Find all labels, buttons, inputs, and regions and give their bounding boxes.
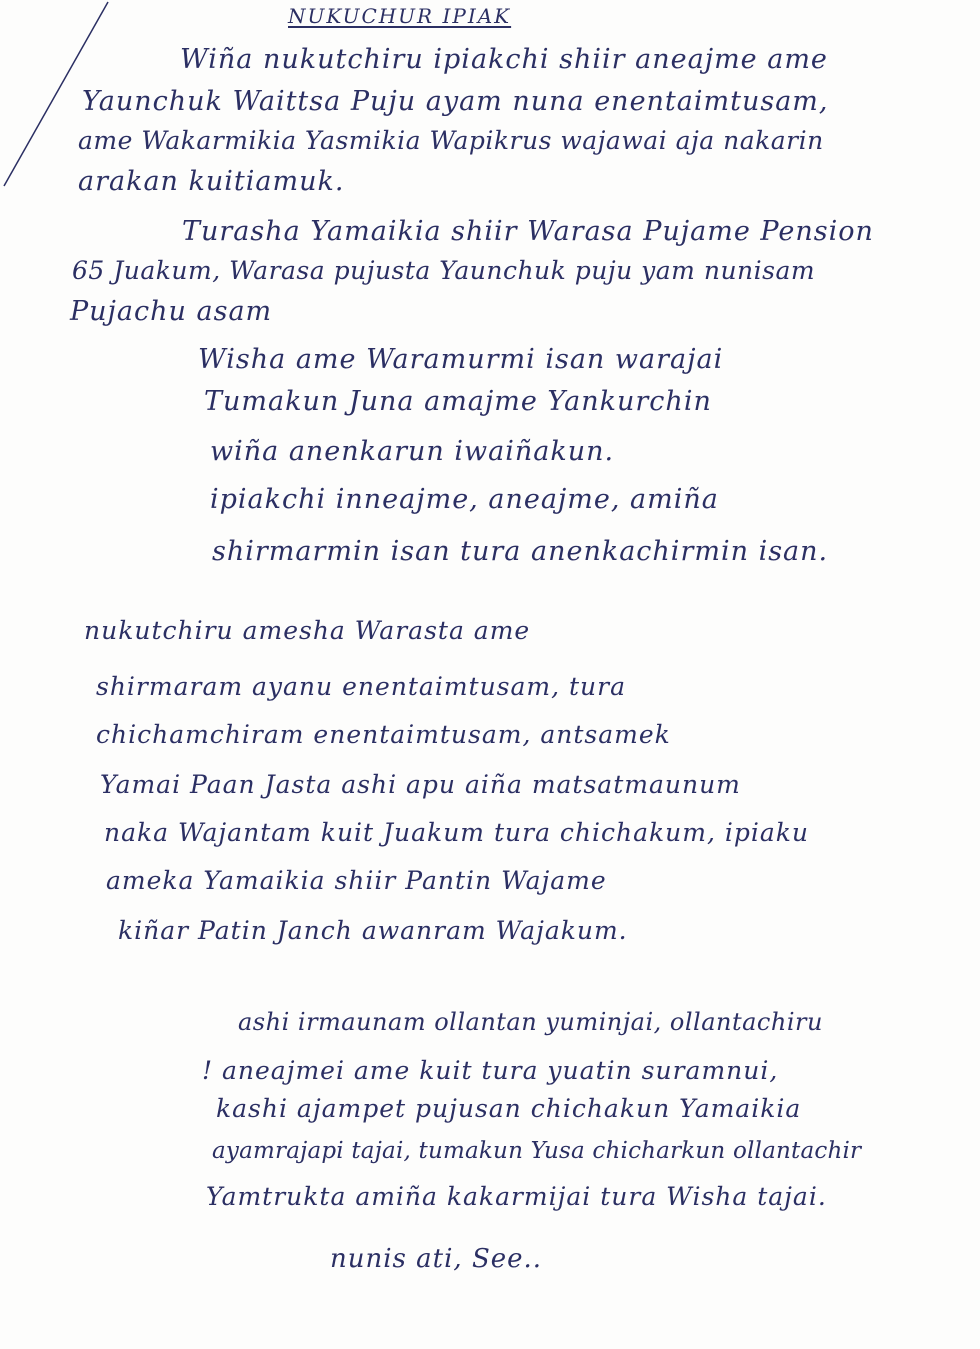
paragraph-4-line-7: kiñar Patin Janch awanram Wajakum. — [118, 916, 628, 945]
paragraph-5-line-2: ! aneajmei ame kuit tura yuatin suramnui, — [202, 1056, 779, 1085]
paragraph-4-line-3: chichamchiram enentaimtusam, antsamek — [96, 720, 671, 749]
paragraph-1-line-4: arakan kuitiamuk. — [78, 166, 345, 197]
closing-signature: nunis ati, See.. — [330, 1244, 543, 1274]
paragraph-4-line-4: Yamai Paan Jasta ashi apu aiña matsatmaunum — [100, 770, 741, 799]
paragraph-5-line-1: ashi irmaunam ollantan yuminjai, ollantachiru — [238, 1008, 823, 1036]
paragraph-3-line-1: Wisha ame Waramurmi isan warajai — [198, 344, 724, 375]
paragraph-2-line-2: 65 Juakum, Warasa pujusta Yaunchuk puju yam nunisam — [72, 256, 816, 285]
paragraph-5-line-5: Yamtrukta amiña kakarmijai tura Wisha tajai. — [206, 1182, 827, 1211]
paragraph-4-line-2: shirmaram ayanu enentaimtusam, tura — [96, 672, 627, 701]
paragraph-4-line-5: naka Wajantam kuit Juakum tura chichakum, ipiaku — [104, 818, 810, 847]
paragraph-1-line-1: Wiña nukutchiru ipiakchi shiir aneajme ame — [180, 44, 828, 75]
paragraph-3-line-4: ipiakchi inneajme, aneajme, amiña — [210, 484, 719, 515]
paragraph-1-line-2: Yaunchuk Waittsa Puju ayam nuna enentaimtusam, — [82, 86, 829, 117]
paragraph-4-line-1: nukutchiru amesha Warasta ame — [84, 616, 531, 645]
paragraph-2-line-3: Pujachu asam — [70, 296, 273, 327]
paragraph-3-line-3: wiña anenkarun iwaiñakun. — [210, 436, 615, 467]
paragraph-1-line-3: ame Wakarmikia Yasmikia Wapikrus wajawai aja nakarin — [78, 126, 824, 155]
letter-title: NUKUCHUR IPIAK — [288, 4, 512, 28]
paragraph-4-line-6: ameka Yamaikia shiir Pantin Wajame — [106, 866, 607, 895]
paragraph-5-line-4: ayamrajapi tajai, tumakun Yusa chicharkun ollantachir — [212, 1138, 862, 1164]
paragraph-5-line-3: kashi ajampet pujusan chichakun Yamaikia — [216, 1094, 802, 1123]
paragraph-2-line-1: Turasha Yamaikia shiir Warasa Pujame Pension — [182, 216, 874, 247]
paragraph-3-line-5: shirmarmin isan tura anenkachirmin isan. — [212, 536, 829, 567]
paragraph-3-line-2: Tumakun Juna amajme Yankurchin — [204, 386, 712, 417]
